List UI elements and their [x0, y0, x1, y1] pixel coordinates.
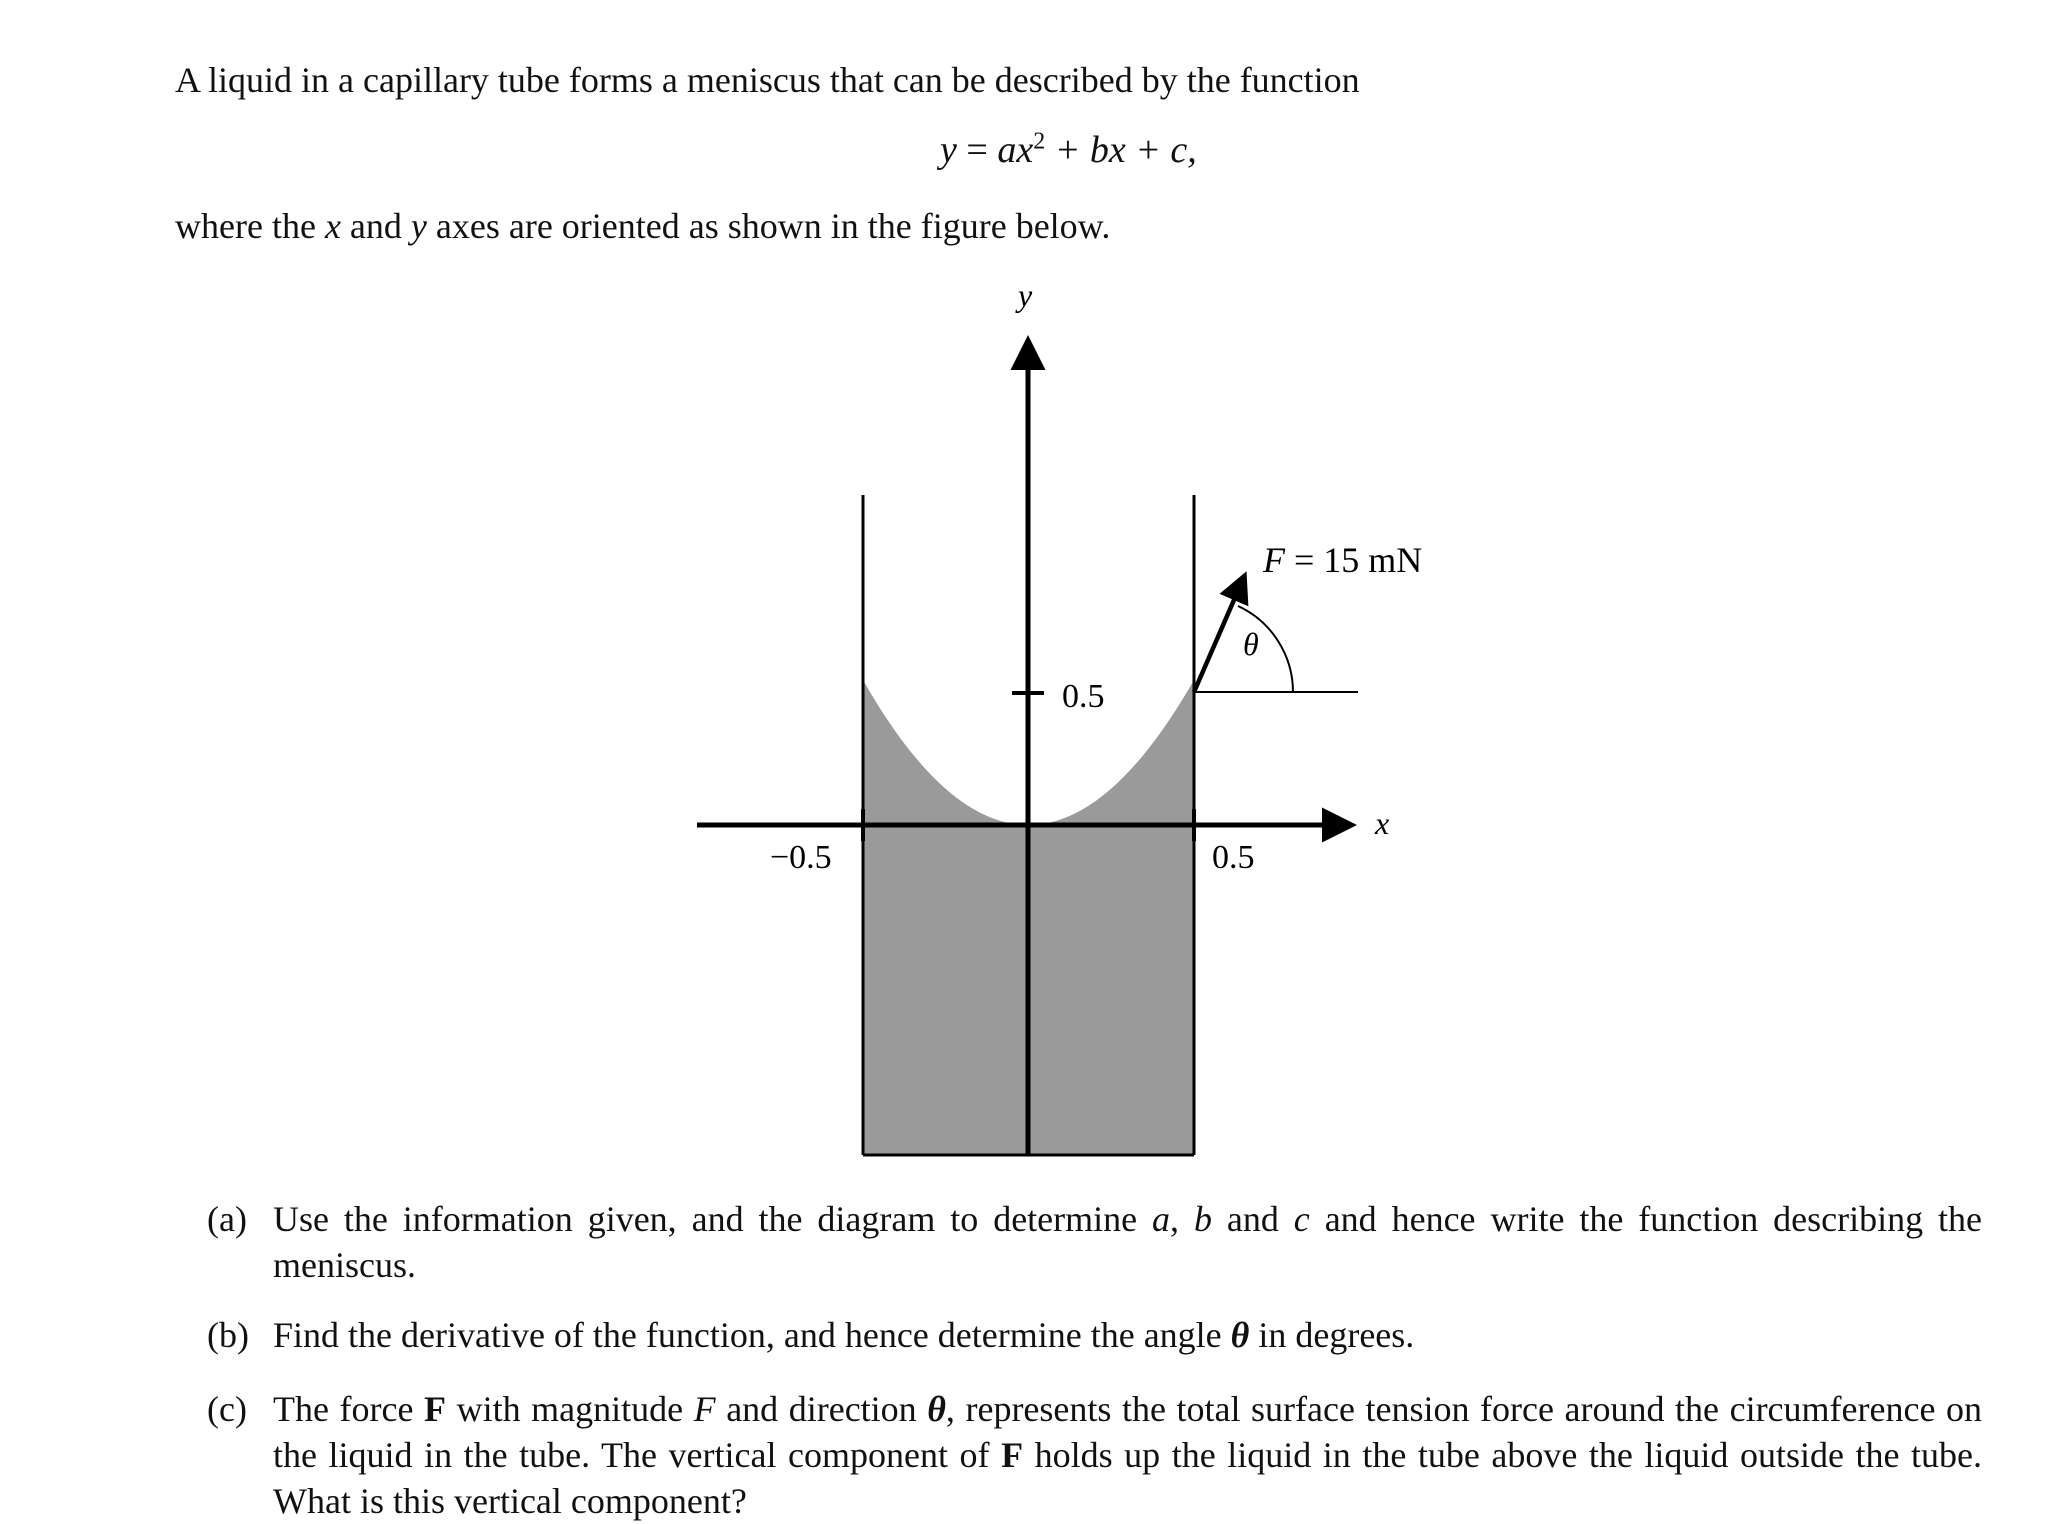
y-axis-label: y	[1018, 277, 1033, 313]
question-text: and hence write the function describing the meniscus.	[273, 1199, 1983, 1285]
question-text: The force	[273, 1389, 425, 1429]
question-label: (c)	[207, 1389, 247, 1429]
force-vector	[1194, 577, 1244, 692]
intro-line-2-a: where the	[175, 206, 325, 246]
var-a: a	[1152, 1199, 1171, 1239]
x-tick-pos-label: 0.5	[1212, 839, 1255, 876]
var-theta: θ	[927, 1389, 946, 1429]
equation-lhs: y	[940, 129, 957, 171]
var-b: b	[1193, 1199, 1212, 1239]
question-text: Use the information given, and the diagram to determine	[273, 1199, 1153, 1239]
equation-rest: + bx + c,	[1045, 129, 1197, 171]
force-label	[1262, 540, 1422, 580]
vector-F: F	[424, 1389, 447, 1429]
equation-equals: =	[956, 129, 998, 171]
question-text: , represents the total surface tension force around the circumference on the liquid in the tube. The vertical component of	[273, 1389, 1982, 1475]
intro-line-1: A liquid in a capillary tube forms a meniscus that can be described by the function	[175, 60, 1360, 100]
question-b	[207, 1312, 1982, 1358]
question-text: and	[1211, 1199, 1294, 1239]
intro-line-2-c: axes are oriented as shown in the figure below.	[426, 206, 1111, 246]
question-a	[207, 1196, 1982, 1288]
force-label-symbol: F	[1263, 540, 1285, 580]
var-F: F	[693, 1389, 716, 1429]
question-label: (b)	[207, 1315, 249, 1355]
question-text: ,	[1170, 1199, 1194, 1239]
x-tick-neg-label: −0.5	[770, 839, 832, 876]
var-c: c	[1293, 1199, 1310, 1239]
question-text: and direction	[715, 1389, 928, 1429]
y-tick-label: 0.5	[1062, 678, 1105, 715]
force-label-value: = 15 mN	[1285, 540, 1423, 580]
question-c	[207, 1386, 1982, 1524]
question-label: (a)	[207, 1199, 247, 1239]
question-text: in degrees.	[1249, 1315, 1415, 1355]
equation-term1: ax	[997, 129, 1034, 171]
question-text: Find the derivative of the function, and hence determine the angle	[273, 1315, 1231, 1355]
intro-line-2-b: and	[340, 206, 411, 246]
x-axis-label: x	[1375, 805, 1390, 841]
question-text: holds up the liquid in the tube above the liquid outside the tube. What is this vertical component?	[273, 1435, 1983, 1521]
angle-label: θ	[1243, 626, 1259, 662]
question-list	[207, 1196, 1982, 1524]
intro-line-2-x: x	[324, 206, 341, 246]
equation-exponent: 2	[1033, 128, 1046, 155]
vector-F: F	[1001, 1435, 1024, 1475]
question-text: with magnitude	[446, 1389, 694, 1429]
intro-line-2-y: y	[410, 206, 427, 246]
var-theta: θ	[1230, 1315, 1250, 1355]
